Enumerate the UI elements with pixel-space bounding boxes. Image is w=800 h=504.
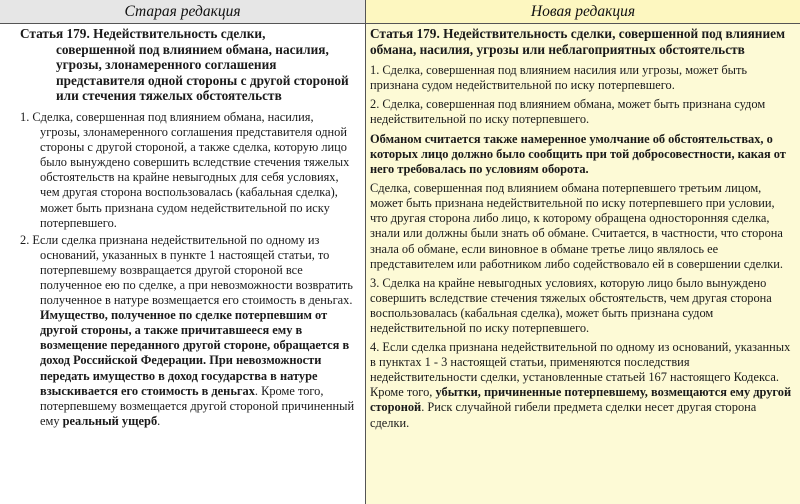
new-paragraph-deceit-definition: Обманом считается также намеренное умолчание об обстоятельствах, о которых лицо должно было сообщить при той добросовестности, какая от него требовалась по условиям оборота.: [370, 131, 786, 176]
old-paragraph-2: [20, 233, 359, 429]
new-paragraph-4: [370, 340, 792, 431]
new-paragraph-3: 3. Сделка на крайне невыгодных условиях, которую лицо было вынуждено совершить вследствие стечения тяжелых обстоятельств, чем другая сторона воспользовалась (кабальная сделка), может быть признана судом недействительной по иску потерпевшего.: [370, 275, 772, 336]
old-p2-bold-2: При невозможности передать имущество в доход государства в натуре взыскивается его стоимость в деньгах: [40, 353, 322, 398]
old-paragraph-1: [20, 110, 359, 231]
new-paragraph-1: 1. Сделка, совершенная под влиянием насилия или угрозы, может быть признана судом недействительной по иску потерпевшего.: [370, 63, 748, 93]
new-paragraph-third-party: Сделка, совершенная под влиянием обмана потерпевшего третьим лицом, может быть признана недействительной по иску потерпевшего при условии, что другая сторона либо лицо, к которому обращена односторонняя сделка, знали или должны были знать об обмане. Считается, в частности, что сторона знала об обмане, если виновное в обмане третье лицо являлось ее представителем или работником либо содействовало ей в совершении сделки.: [370, 181, 784, 271]
new-p4-start: 4. Если сделка признана недействительной по одному из оснований, указанных в пунктах 1 - 3 настоящей статьи, применяются последствия недействительности сделки, установленные статьей 167 настоящего Кодекса. Кроме того,: [370, 340, 791, 400]
old-version-column: [0, 24, 366, 504]
old-title-first-line: Статья 179. Недействительность сделки,: [20, 26, 266, 41]
new-p4-end: . Риск случайной гибели предмета сделки несет другая сторона сделки.: [370, 400, 757, 430]
old-p2-rest: [30, 248, 359, 429]
old-version-header: Старая редакция: [0, 0, 366, 24]
old-title-continuation: совершенной под влиянием обмана, насилия, угрозы, злонамеренного соглашения представителя одной стороны с другой стороной или стечения тяжелых обстоятельств: [56, 41, 349, 104]
old-p1-rest: угрозы, злонамеренного соглашения представителя одной стороны с другой стороной, а также сделка, которую лицо было вынуждено совершить вследствие стечения тяжелых обстоятельств на крайне невыгодных для себя условиях, чем другая сторона воспользовалась (кабальная сделка), может быть признана судом недействительной по иску потерпевшего.: [40, 125, 350, 230]
new-version-column: [366, 24, 800, 504]
header-row: [0, 0, 800, 24]
old-p2-text: оснований, указанных в пункте 1 настоящей статьи, то потерпевшему возвращается другой стороной все полученное ею по сделке, а при невозможности возвратить полученное в натуре возмещается его стоимость в деньгах.: [40, 247, 353, 308]
old-p1-start: 1. Сделка, совершенная под влиянием обмана, насилия,: [20, 109, 314, 124]
new-article-title: Статья 179. Недействительность сделки, совершенной под влиянием обмана, насилия, угрозы или неблагоприятных обстоятельств: [370, 26, 786, 57]
old-p2-bold-1: Имущество, полученное по сделке потерпевшим от другой стороны, а также причитавшееся ему в возмещение переданного другой стороне, обращается в доход Российской Федерации.: [40, 308, 350, 368]
old-p2-bold-3: реальный ущерб: [62, 413, 158, 428]
old-article-title: [20, 26, 359, 104]
new-paragraph-2: 2. Сделка, совершенная под влиянием обмана, может быть признана судом недействительной по иску потерпевшего.: [370, 97, 766, 127]
old-p2-end: .: [157, 413, 161, 428]
new-version-header: Новая редакция: [366, 0, 800, 24]
new-p4-bold: убытки, причиненные потерпевшему, возмещаются ему другой стороной: [370, 385, 792, 415]
old-p2-start: 2. Если сделка признана недействительной по одному из: [20, 232, 320, 247]
old-p2-tail: . Кроме того, потерпевшему возмещается другой стороной причиненный ему: [40, 383, 355, 428]
